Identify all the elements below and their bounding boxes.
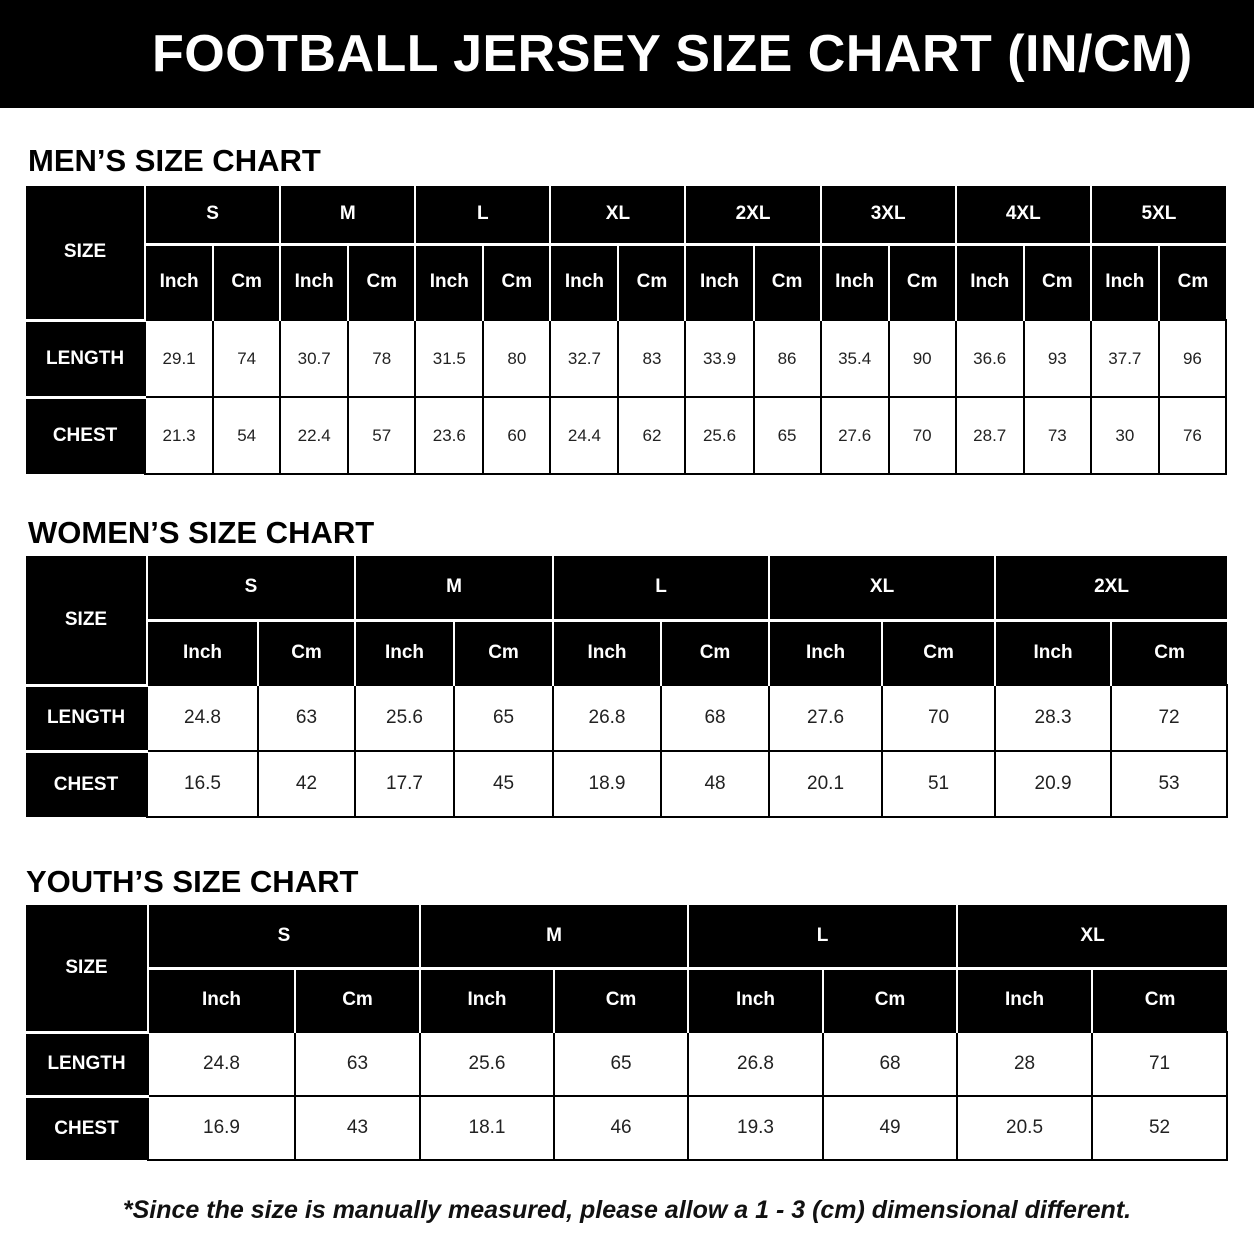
size-header: M [355,556,553,620]
table-cell: 36.6 [956,320,1024,397]
size-header: XL [550,186,685,244]
table-cell: 22.4 [280,397,348,474]
unit-header-inch: Inch [995,620,1111,685]
table-row-chest [26,751,1227,817]
unit-header-cm: Cm [882,620,995,685]
row-label-chest: CHEST [26,397,145,474]
size-header: L [415,186,550,244]
size-header: 2XL [995,556,1227,620]
table-cell: 54 [213,397,280,474]
table-row-chest [26,397,1226,474]
table-cell: 35.4 [821,320,889,397]
unit-header-inch: Inch [685,244,753,320]
unit-header-inch: Inch [415,244,483,320]
table-cell: 43 [295,1096,420,1160]
table-cell: 30 [1091,397,1159,474]
unit-header-inch: Inch [355,620,454,685]
table-cell: 27.6 [821,397,889,474]
table-cell: 23.6 [415,397,483,474]
table-cell: 73 [1024,397,1091,474]
table-cell: 17.7 [355,751,454,817]
unit-header-inch: Inch [957,968,1092,1032]
size-header: XL [769,556,995,620]
womens-section-title: WOMEN’S SIZE CHART [28,515,375,550]
size-corner-label: SIZE [26,905,148,1032]
table-cell: 16.9 [148,1096,295,1160]
womens-size-table [26,556,1228,818]
title-banner [0,0,1254,108]
page-title: FOOTBALL JERSEY SIZE CHART (IN/CM) [152,25,1193,83]
table-row-length [26,320,1226,397]
unit-header-inch: Inch [420,968,554,1032]
table-cell: 45 [454,751,553,817]
table-cell: 57 [348,397,415,474]
row-label-chest: CHEST [26,1096,148,1160]
table-cell: 28.3 [995,685,1111,751]
table-cell: 53 [1111,751,1227,817]
table-cell: 20.5 [957,1096,1092,1160]
table-cell: 63 [258,685,355,751]
table-cell: 18.9 [553,751,661,817]
table-cell: 76 [1159,397,1226,474]
table-cell: 65 [754,397,821,474]
unit-header-inch: Inch [1091,244,1159,320]
table-cell: 31.5 [415,320,483,397]
unit-header-cm: Cm [889,244,956,320]
size-corner-label: SIZE [26,556,147,685]
size-header: 2XL [685,186,820,244]
unit-header-inch: Inch [821,244,889,320]
unit-header-inch: Inch [148,968,295,1032]
table-row-length [26,1032,1227,1096]
table-cell: 68 [661,685,769,751]
table-cell: 24.8 [148,1032,295,1096]
unit-header-inch: Inch [145,244,213,320]
row-label-length: LENGTH [26,1032,148,1096]
table-cell: 70 [889,397,956,474]
table-cell: 60 [483,397,550,474]
table-cell: 37.7 [1091,320,1159,397]
table-cell: 24.4 [550,397,618,474]
table-cell: 20.9 [995,751,1111,817]
table-cell: 80 [483,320,550,397]
row-label-length: LENGTH [26,320,145,397]
table-cell: 18.1 [420,1096,554,1160]
table-row-length [26,685,1227,751]
unit-header-cm: Cm [661,620,769,685]
table-cell: 90 [889,320,956,397]
table-cell: 21.3 [145,397,213,474]
unit-header-cm: Cm [213,244,280,320]
row-label-chest: CHEST [26,751,147,817]
table-cell: 32.7 [550,320,618,397]
unit-header-cm: Cm [295,968,420,1032]
footnote: *Since the size is manually measured, please allow a 1 - 3 (cm) dimensional different. [122,1196,1132,1224]
unit-header-cm: Cm [1024,244,1091,320]
table-cell: 70 [882,685,995,751]
table-cell: 86 [754,320,821,397]
size-header: M [280,186,415,244]
table-cell: 19.3 [688,1096,823,1160]
table-cell: 28.7 [956,397,1024,474]
unit-header-cm: Cm [483,244,550,320]
mens-section-title: MEN’S SIZE CHART [28,143,321,178]
table-cell: 83 [618,320,685,397]
table-cell: 65 [554,1032,688,1096]
size-header: S [148,905,420,968]
table-cell: 72 [1111,685,1227,751]
table-cell: 62 [618,397,685,474]
unit-header-cm: Cm [1092,968,1227,1032]
size-header: XL [957,905,1227,968]
table-cell: 25.6 [355,685,454,751]
table-cell: 28 [957,1032,1092,1096]
table-cell: 20.1 [769,751,882,817]
table-cell: 42 [258,751,355,817]
table-cell: 65 [454,685,553,751]
size-header: 4XL [956,186,1091,244]
table-cell: 26.8 [688,1032,823,1096]
unit-header-row [26,244,1226,320]
size-header: 3XL [821,186,956,244]
youth-size-table [26,905,1228,1161]
unit-header-row [26,968,1227,1032]
table-cell: 68 [823,1032,957,1096]
table-cell: 78 [348,320,415,397]
unit-header-inch: Inch [147,620,258,685]
unit-header-cm: Cm [454,620,553,685]
unit-header-cm: Cm [554,968,688,1032]
table-cell: 52 [1092,1096,1227,1160]
table-cell: 46 [554,1096,688,1160]
unit-header-inch: Inch [550,244,618,320]
table-cell: 16.5 [147,751,258,817]
table-row-chest [26,1096,1227,1160]
table-cell: 51 [882,751,995,817]
table-cell: 24.8 [147,685,258,751]
unit-header-cm: Cm [348,244,415,320]
table-cell: 33.9 [685,320,753,397]
size-header: S [147,556,355,620]
unit-header-inch: Inch [769,620,882,685]
table-cell: 96 [1159,320,1226,397]
table-cell: 25.6 [420,1032,554,1096]
youth-section-title: YOUTH’S SIZE CHART [26,864,359,899]
size-header-row [26,905,1227,968]
size-header-row [26,186,1226,244]
size-header: 5XL [1091,186,1226,244]
size-header-row [26,556,1227,620]
unit-header-inch: Inch [956,244,1024,320]
unit-header-cm: Cm [258,620,355,685]
table-cell: 27.6 [769,685,882,751]
table-cell: 26.8 [553,685,661,751]
mens-size-table [26,186,1227,475]
size-corner-label: SIZE [26,186,145,320]
table-cell: 71 [1092,1032,1227,1096]
table-cell: 49 [823,1096,957,1160]
unit-header-cm: Cm [1159,244,1226,320]
size-header: M [420,905,688,968]
unit-header-cm: Cm [1111,620,1227,685]
row-label-length: LENGTH [26,685,147,751]
table-cell: 25.6 [685,397,753,474]
unit-header-inch: Inch [688,968,823,1032]
size-header: L [688,905,957,968]
unit-header-inch: Inch [280,244,348,320]
size-header: S [145,186,280,244]
table-cell: 30.7 [280,320,348,397]
size-header: L [553,556,769,620]
unit-header-cm: Cm [754,244,821,320]
table-cell: 29.1 [145,320,213,397]
unit-header-cm: Cm [823,968,957,1032]
table-cell: 74 [213,320,280,397]
table-cell: 48 [661,751,769,817]
unit-header-cm: Cm [618,244,685,320]
unit-header-inch: Inch [553,620,661,685]
unit-header-row [26,620,1227,685]
table-cell: 93 [1024,320,1091,397]
table-cell: 63 [295,1032,420,1096]
